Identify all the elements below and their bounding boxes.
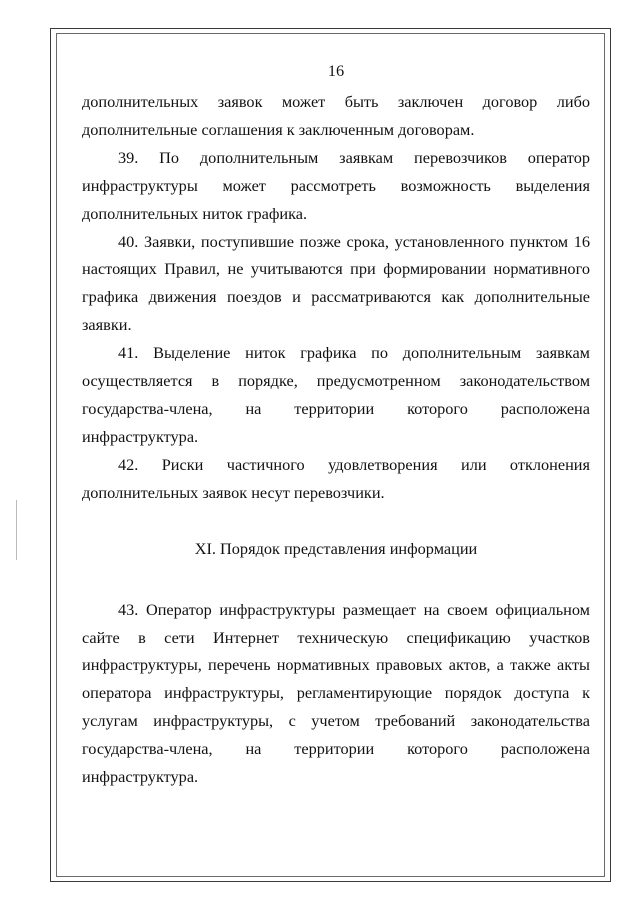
text-line: оператора инфраструктуры, регламентирующие порядок доступа к [82,683,590,703]
text-line: инфраструктура. [82,426,199,446]
paragraph-42 [82,451,590,507]
paragraph-40 [82,228,590,340]
page-number: 16 [327,61,345,80]
text-line: настоящих Правил, не учитываются при формировании нормативного [82,259,590,279]
text-line: дополнительных заявок может быть заключен договор либо [82,92,590,111]
text-line: графика движения поездов и рассматриваются как дополнительные [82,287,590,307]
text-line: 42. Риски частичного удовлетворения или отклонения [118,454,590,474]
text-line: дополнительных заявок несут перевозчики. [82,482,385,502]
section-heading: XI. Порядок представления информации [194,538,478,558]
text-line: инфраструктура. [82,767,199,787]
text-line: сайте в сети Интернет техническую спецификацию участков [82,627,590,647]
text-line: осуществляется в порядке, предусмотренном законодательством [82,371,590,391]
document-body [82,58,590,791]
text-line: заявки. [82,315,132,335]
paragraph-continuation [82,88,590,144]
text-line: 43. Оператор инфраструктуры размещает на своем официальном [118,599,590,619]
text-line: 39. По дополнительным заявкам перевозчиков оператор [118,147,590,167]
text-line: государства-члена, на территории которого расположена [82,739,590,759]
text-line: государства-члена, на территории которого расположена [82,398,590,418]
text-line: инфраструктуры может рассмотреть возможность выделения [82,175,590,195]
text-line: инфраструктуры, перечень нормативных правовых актов, а также акты [82,655,590,675]
text-line: услугам инфраструктуры, с учетом требований законодательства [82,711,590,731]
text-line: дополнительные соглашения к заключенным договорам. [82,119,475,139]
text-line: 41. Выделение ниток графика по дополнительным заявкам [118,343,590,363]
text-line: 40. Заявки, поступившие позже срока, установленного пунктом 16 [118,231,590,251]
scan-margin-mark [16,500,17,560]
text-line: дополнительных ниток графика. [82,203,308,223]
paragraph-39 [82,144,590,228]
paragraph-43 [82,596,590,791]
paragraph-41 [82,339,590,451]
